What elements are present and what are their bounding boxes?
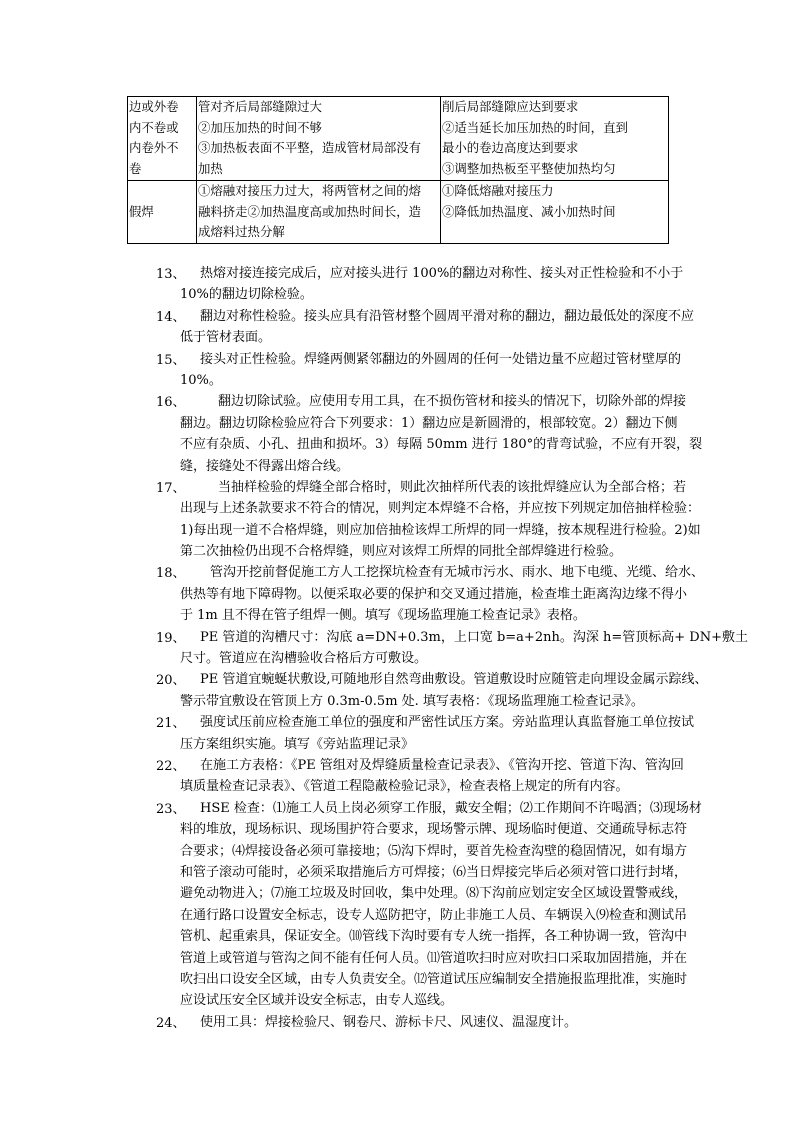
text-line: HSE 检查：⑴施工人员上岗必须穿工作服，戴安全帽；⑵工作期间不许喝酒；⑶现场材 bbox=[200, 800, 702, 816]
cell-line: 假焊 bbox=[129, 203, 154, 219]
list-item bbox=[156, 349, 736, 392]
cell-line: ②加压加热的时间不够 bbox=[198, 119, 322, 135]
text-line: 料的堆放，现场标识、现场围护符合要求，现场警示牌、现场临时便道、交通疏导标志符 bbox=[180, 822, 688, 838]
defect-fix-cell bbox=[441, 181, 669, 244]
item-number: 19、 bbox=[156, 630, 186, 646]
text-line: 当抽样检验的焊缝全部合格时，则此次抽样所代表的该批焊缝应认为全部合格；若 bbox=[218, 479, 687, 495]
cell-line: 管对齐后局部缝隙过大 bbox=[198, 99, 322, 114]
cell-line: 最小的卷边高度达到要求 bbox=[442, 140, 579, 155]
cell-line: ③加热板表面不平整，造成管材局部没有 bbox=[198, 140, 422, 155]
text-line: 供热等有地下障碍物。以便采取必要的保护和交叉通过措施，检查堆土距离沟边缘不得小 bbox=[180, 586, 688, 602]
text-line: 吹扫出口设安全区域，由专人负责安全。⑿管道试压应编制安全措施报监理批准，实施时 bbox=[180, 971, 688, 987]
item-number: 17、 bbox=[156, 480, 186, 496]
text-line: 强度试压前应检查施工单位的强度和严密性试压方案。旁站监理认真监督施工单位按试 bbox=[200, 715, 695, 731]
cell-line: 边或外卷 bbox=[129, 99, 179, 114]
item-number: 18、 bbox=[156, 566, 186, 582]
text-line: 警示带宜敷设在管顶上方 0.3m-0.5m 处. 填写表格：《现场监理施工检查记录》。 bbox=[180, 693, 644, 709]
defect-name-cell bbox=[128, 181, 197, 244]
cell-line: 内不卷或 bbox=[129, 119, 179, 135]
list-item bbox=[156, 477, 736, 563]
cell-line: 削后局部缝隙应达到要求 bbox=[442, 99, 579, 114]
item-text bbox=[180, 263, 736, 306]
list-item bbox=[156, 669, 736, 712]
text-line: 翻边对称性检验。接头应具有沿管材整个圆周平滑对称的翻边，翻边最低处的深度不应 bbox=[200, 308, 695, 324]
item-number: 20、 bbox=[156, 673, 186, 689]
item-number: 21、 bbox=[156, 716, 186, 732]
list-item bbox=[156, 391, 736, 477]
item-number: 15、 bbox=[156, 352, 186, 368]
text-line: 填质量检查记录表》、《管道工程隐蔽检验记录》，检查表格上规定的所有内容。 bbox=[180, 779, 629, 795]
item-number: 22、 bbox=[156, 758, 186, 774]
text-line: 应设试压安全区域并设安全标志，由专人巡线。 bbox=[180, 993, 454, 1009]
list-item bbox=[156, 306, 736, 349]
list-item bbox=[156, 1012, 736, 1033]
item-number: 16、 bbox=[156, 395, 186, 411]
text-line: 热熔对接连接完成后，应对接头进行 100%的翻边对称性、接头对正性检验和不小于 bbox=[200, 266, 684, 281]
cell-line: 内卷外不 bbox=[129, 140, 179, 155]
text-line: 于 1m 且不得在管子组焊一侧。填写《现场监理施工检查记录》表格。 bbox=[180, 608, 586, 624]
cell-line: ②降低加热温度、减小加热时间 bbox=[442, 203, 616, 219]
list-item bbox=[156, 562, 736, 626]
cell-line: ①降低熔融对接压力 bbox=[442, 183, 554, 198]
text-line: 尺寸。管道应在沟槽验收合格后方可敷设。 bbox=[180, 651, 428, 667]
text-line: 管机、起重索具，保证安全。⑽管线下沟时要有专人统一指挥，各工种协调一致，管沟中 bbox=[180, 929, 688, 945]
defect-fix-cell bbox=[441, 97, 669, 181]
defect-name-cell bbox=[128, 97, 197, 181]
text-line: 第二次抽检仍出现不合格焊缝，则应对该焊工所焊的同批全部焊缝进行检验。 bbox=[180, 544, 623, 560]
text-line: 和管子滚动可能时，必须采取措施后方可焊接；⑹当日焊接完毕后必须对管口进行封堵， bbox=[180, 864, 688, 880]
text-line: PE 管道的沟槽尺寸：沟底 a=DN+0.3m，上口宽 b=a+2nh。沟深 h=管顶标高+ DN+敷土 bbox=[200, 629, 748, 645]
item-text bbox=[180, 798, 736, 1012]
cell-line: 成熔料过热分解 bbox=[198, 224, 285, 239]
list-item bbox=[156, 712, 736, 755]
text-line: 接头对正性检验。焊缝两侧紧邻翻边的外圆周的任何一处错边量不应超过管材壁厚的 bbox=[200, 351, 682, 367]
text-line: 出现与上述条款要求不符合的情况，则判定本焊缝不合格，并应按下列规定加倍抽样检验： bbox=[180, 501, 701, 517]
text-line: 在施工方表格：《PE 管组对及焊缝质量检查记录表》、《管沟开挖、管道下沟、管沟回 bbox=[200, 757, 684, 773]
text-line: 压方案组织实施。填写《旁站监理记录》 bbox=[180, 736, 415, 752]
list-item bbox=[156, 798, 736, 1012]
table-row bbox=[128, 181, 669, 244]
item-text bbox=[180, 669, 736, 712]
item-number: 23、 bbox=[156, 801, 186, 817]
item-text bbox=[180, 349, 736, 392]
text-line: 翻边。翻边切除检验应符合下列要求：1）翻边应是新圆滑的，根部较宽。2）翻边下侧 bbox=[180, 415, 678, 431]
item-text bbox=[180, 1012, 736, 1033]
item-text bbox=[180, 391, 736, 477]
item-text bbox=[180, 562, 736, 626]
numbered-list bbox=[156, 263, 748, 1033]
defect-cause-cell bbox=[197, 97, 441, 181]
item-number: 14、 bbox=[156, 309, 186, 325]
text-line: 使用工具：焊接检验尺、钢卷尺、游标卡尺、风速仪、温湿度计。 bbox=[200, 1014, 578, 1030]
item-number: 13、 bbox=[156, 267, 186, 282]
item-text bbox=[180, 477, 736, 563]
item-text bbox=[180, 755, 736, 798]
text-line: 1)每出现一道不合格焊缝，则应加倍抽检该焊工所焊的同一焊缝，按本规程进行检验。2)如 bbox=[180, 522, 701, 538]
list-item bbox=[156, 627, 748, 670]
text-line: PE 管道宜蜿蜒状敷设,可随地形自然弯曲敷设。管道敷设时应随管走向埋设金属示踪线、 bbox=[200, 672, 708, 688]
text-line: 缝，接缝处不得露出熔合线。 bbox=[180, 458, 350, 474]
cell-line: 卷 bbox=[129, 160, 142, 176]
cell-line: ②适当延长加压加热的时间，直到 bbox=[442, 119, 628, 135]
text-line: 避免动物进入；⑺施工垃圾及时回收，集中处理。⑻下沟前应划定安全区域设置警戒线， bbox=[180, 886, 688, 902]
item-text bbox=[180, 712, 736, 755]
text-line: 10%的翻边切除检验。 bbox=[180, 287, 313, 303]
table-row bbox=[128, 97, 669, 181]
text-line: 合要求；⑷焊接设备必须可靠接地；⑸沟下焊时，要首先检查沟壁的稳固情况，如有塌方 bbox=[180, 843, 688, 859]
cell-line: 加热 bbox=[198, 160, 223, 176]
list-item bbox=[156, 263, 736, 306]
item-text bbox=[180, 627, 748, 670]
defect-table bbox=[127, 96, 669, 244]
cell-line: ③调整加热板至平整使加热均匀 bbox=[442, 160, 616, 176]
cell-line: ①熔融对接压力过大，将两管材之间的熔 bbox=[198, 183, 422, 198]
defect-cause-cell bbox=[197, 181, 441, 244]
list-item bbox=[156, 755, 736, 798]
item-text bbox=[180, 306, 736, 349]
cell-line: 融料挤走②加热温度高或加热时间长，造 bbox=[198, 203, 422, 219]
text-line: 在通行路口设置安全标志，设专人巡防把守，防止非施工人员、车辆误入⑼检查和测试吊 bbox=[180, 907, 688, 923]
text-line: 管道上或管道与管沟之间不能有任何人员。⑾管道吹扫时应对吹扫口采取加固措施，并在 bbox=[180, 950, 688, 966]
text-line: 10%。 bbox=[180, 372, 222, 388]
text-line: 不应有杂质、小孔、扭曲和损坏。3）每隔 50mm 进行 180°的背弯试验，不应有开裂，裂 bbox=[180, 437, 703, 453]
text-line: 管沟开挖前督促施工方人工挖探坑检查有无城市污水、雨水、地下电缆、光缆、给水、 bbox=[210, 565, 705, 581]
item-number: 24、 bbox=[156, 1015, 186, 1031]
text-line: 翻边切除试验。应使用专用工具，在不损伤管材和接头的情况下，切除外部的焊接 bbox=[218, 394, 687, 410]
text-line: 低于管材表面。 bbox=[180, 330, 272, 346]
